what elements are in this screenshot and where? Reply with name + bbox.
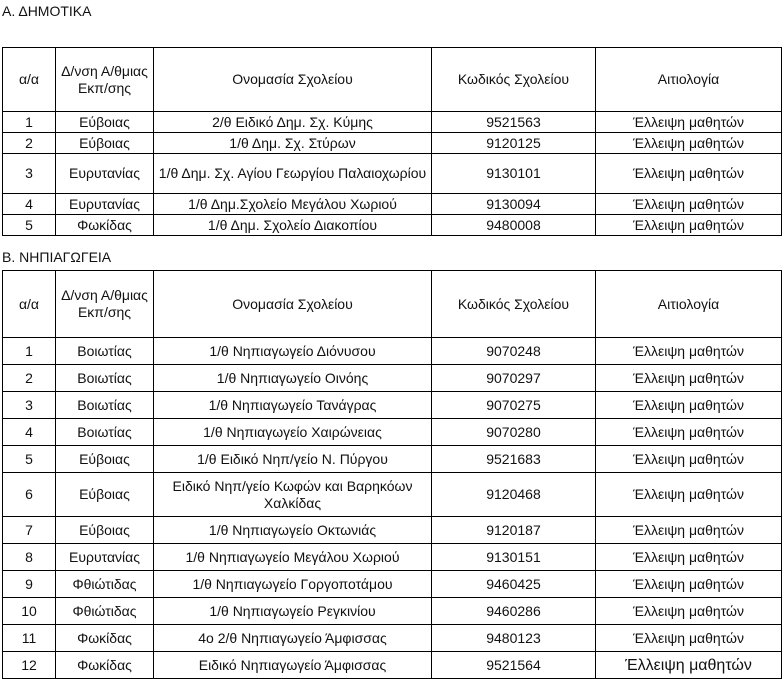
header-school-name: Ονομασία Σχολείου bbox=[154, 48, 432, 112]
row-directorate: Φωκίδας bbox=[56, 215, 154, 236]
table-row bbox=[3, 419, 782, 446]
row-reason: Έλλειψη μαθητών bbox=[596, 625, 782, 652]
row-number: 2 bbox=[3, 133, 56, 154]
header-aa: α/α bbox=[3, 271, 56, 338]
row-directorate: Βοιωτίας bbox=[56, 392, 154, 419]
row-reason: Έλλειψη μαθητών bbox=[596, 194, 782, 215]
table-row bbox=[3, 571, 782, 598]
table-row bbox=[3, 446, 782, 473]
row-number: 6 bbox=[3, 473, 56, 517]
row-school-code: 9070248 bbox=[432, 338, 596, 365]
row-directorate: Εύβοιας bbox=[56, 517, 154, 544]
table-row bbox=[3, 133, 782, 154]
row-school-code: 9120187 bbox=[432, 517, 596, 544]
row-school-code: 9460286 bbox=[432, 598, 596, 625]
table-primary-schools bbox=[2, 47, 782, 236]
row-number: 3 bbox=[3, 392, 56, 419]
row-number: 4 bbox=[3, 194, 56, 215]
row-reason: Έλλειψη μαθητών bbox=[596, 365, 782, 392]
row-directorate: Ευρυτανίας bbox=[56, 544, 154, 571]
table-header-row bbox=[3, 271, 782, 338]
row-reason: Έλλειψη μαθητών bbox=[596, 652, 782, 679]
row-number: 9 bbox=[3, 571, 56, 598]
row-school-name: 1/θ Νηπιαγωγείο Οινόης bbox=[154, 365, 432, 392]
row-school-name: 1/θ Δημ. Σχολείο Διακοπίου bbox=[154, 215, 432, 236]
row-school-name: Ειδικό Νηπ/γείο Κωφών και Βαρηκόων Χαλκίδας bbox=[154, 473, 432, 517]
row-number: 12 bbox=[3, 652, 56, 679]
table-row bbox=[3, 517, 782, 544]
row-school-name: 1/θ Δημ. Σχ. Στύρων bbox=[154, 133, 432, 154]
row-school-code: 9070280 bbox=[432, 419, 596, 446]
table-row bbox=[3, 625, 782, 652]
row-school-name: 1/θ Νηπιαγωγείο Οκτωνιάς bbox=[154, 517, 432, 544]
header-reason: Αιτιολογία bbox=[596, 271, 782, 338]
table-row bbox=[3, 215, 782, 236]
row-number: 8 bbox=[3, 544, 56, 571]
row-school-code: 9130151 bbox=[432, 544, 596, 571]
row-reason: Έλλειψη μαθητών bbox=[596, 473, 782, 517]
table-row bbox=[3, 154, 782, 194]
row-school-name: 1/θ Νηπιαγωγείο Τανάγρας bbox=[154, 392, 432, 419]
table-row bbox=[3, 338, 782, 365]
row-school-code: 9521563 bbox=[432, 112, 596, 133]
table-row bbox=[3, 544, 782, 571]
row-number: 11 bbox=[3, 625, 56, 652]
row-directorate: Ευρυτανίας bbox=[56, 154, 154, 194]
header-reason: Αιτιολογία bbox=[596, 48, 782, 112]
row-reason: Έλλειψη μαθητών bbox=[596, 154, 782, 194]
table-row bbox=[3, 598, 782, 625]
row-school-code: 9480008 bbox=[432, 215, 596, 236]
section-b-title: Β. ΝΗΠΙΑΓΩΓΕΙΑ bbox=[2, 249, 112, 265]
row-school-name: 1/θ Νηπιαγωγείο Γοργοποτάμου bbox=[154, 571, 432, 598]
row-reason: Έλλειψη μαθητών bbox=[596, 112, 782, 133]
row-school-code: 9070297 bbox=[432, 365, 596, 392]
row-school-code: 9521564 bbox=[432, 652, 596, 679]
row-school-name: 1/θ Ειδικό Νηπ/γείο Ν. Πύργου bbox=[154, 446, 432, 473]
row-school-name: 1/θ Νηπιαγωγείο Χαιρώνειας bbox=[154, 419, 432, 446]
row-reason: Έλλειψη μαθητών bbox=[596, 419, 782, 446]
table-row bbox=[3, 652, 782, 679]
row-directorate: Εύβοιας bbox=[56, 446, 154, 473]
header-school-code: Κωδικός Σχολείου bbox=[432, 48, 596, 112]
row-school-name: 2/θ Ειδικό Δημ. Σχ. Κύμης bbox=[154, 112, 432, 133]
row-number: 3 bbox=[3, 154, 56, 194]
table-row bbox=[3, 194, 782, 215]
row-reason: Έλλειψη μαθητών bbox=[596, 517, 782, 544]
row-directorate: Φθιώτιδας bbox=[56, 571, 154, 598]
row-school-code: 9460425 bbox=[432, 571, 596, 598]
row-school-code: 9120125 bbox=[432, 133, 596, 154]
row-reason: Έλλειψη μαθητών bbox=[596, 598, 782, 625]
row-number: 10 bbox=[3, 598, 56, 625]
header-aa: α/α bbox=[3, 48, 56, 112]
row-number: 4 bbox=[3, 419, 56, 446]
table-row bbox=[3, 112, 782, 133]
row-school-name: 1/θ Νηπιαγωγείο Ρεγκινίου bbox=[154, 598, 432, 625]
row-reason: Έλλειψη μαθητών bbox=[596, 544, 782, 571]
table-row bbox=[3, 365, 782, 392]
table-row bbox=[3, 392, 782, 419]
header-school-name: Ονομασία Σχολείου bbox=[154, 271, 432, 338]
row-number: 1 bbox=[3, 338, 56, 365]
row-school-code: 9070275 bbox=[432, 392, 596, 419]
row-number: 1 bbox=[3, 112, 56, 133]
header-school-code: Κωδικός Σχολείου bbox=[432, 271, 596, 338]
row-school-code: 9521683 bbox=[432, 446, 596, 473]
row-school-name: 1/θ Νηπιαγωγείο Μεγάλου Χωριού bbox=[154, 544, 432, 571]
row-number: 5 bbox=[3, 446, 56, 473]
row-directorate: Φθιώτιδας bbox=[56, 598, 154, 625]
row-school-name: 1/θ Δημ. Σχ. Αγίου Γεωργίου Παλαιοχωρίου bbox=[154, 154, 432, 194]
row-reason: Έλλειψη μαθητών bbox=[596, 446, 782, 473]
row-directorate: Βοιωτίας bbox=[56, 419, 154, 446]
table-header-row bbox=[3, 48, 782, 112]
row-directorate: Εύβοιας bbox=[56, 112, 154, 133]
header-directorate: Δ/νση Α/θμιας Εκπ/σης bbox=[56, 48, 154, 112]
row-reason: Έλλειψη μαθητών bbox=[596, 338, 782, 365]
table-row bbox=[3, 473, 782, 517]
row-reason: Έλλειψη μαθητών bbox=[596, 571, 782, 598]
table-kindergartens bbox=[2, 270, 782, 679]
row-directorate: Εύβοιας bbox=[56, 133, 154, 154]
row-school-code: 9120468 bbox=[432, 473, 596, 517]
row-school-name: 4ο 2/θ Νηπιαγωγείο Άμφισσας bbox=[154, 625, 432, 652]
row-directorate: Βοιωτίας bbox=[56, 338, 154, 365]
row-school-code: 9130094 bbox=[432, 194, 596, 215]
row-school-code: 9480123 bbox=[432, 625, 596, 652]
row-school-name: 1/θ Δημ.Σχολείο Μεγάλου Χωριού bbox=[154, 194, 432, 215]
row-reason: Έλλειψη μαθητών bbox=[596, 133, 782, 154]
row-school-name: Ειδικό Νηπιαγωγείο Άμφισσας bbox=[154, 652, 432, 679]
section-a-title: Α. ΔΗΜΟΤΙΚΑ bbox=[2, 3, 92, 19]
row-school-code: 9130101 bbox=[432, 154, 596, 194]
row-directorate: Φωκίδας bbox=[56, 652, 154, 679]
row-number: 5 bbox=[3, 215, 56, 236]
row-reason: Έλλειψη μαθητών bbox=[596, 215, 782, 236]
row-number: 2 bbox=[3, 365, 56, 392]
header-directorate: Δ/νση Α/θμιας Εκπ/σης bbox=[56, 271, 154, 338]
row-reason: Έλλειψη μαθητών bbox=[596, 392, 782, 419]
row-school-name: 1/θ Νηπιαγωγείο Διόνυσου bbox=[154, 338, 432, 365]
row-directorate: Βοιωτίας bbox=[56, 365, 154, 392]
row-number: 7 bbox=[3, 517, 56, 544]
row-directorate: Ευρυτανίας bbox=[56, 194, 154, 215]
row-directorate: Φωκίδας bbox=[56, 625, 154, 652]
row-directorate: Εύβοιας bbox=[56, 473, 154, 517]
